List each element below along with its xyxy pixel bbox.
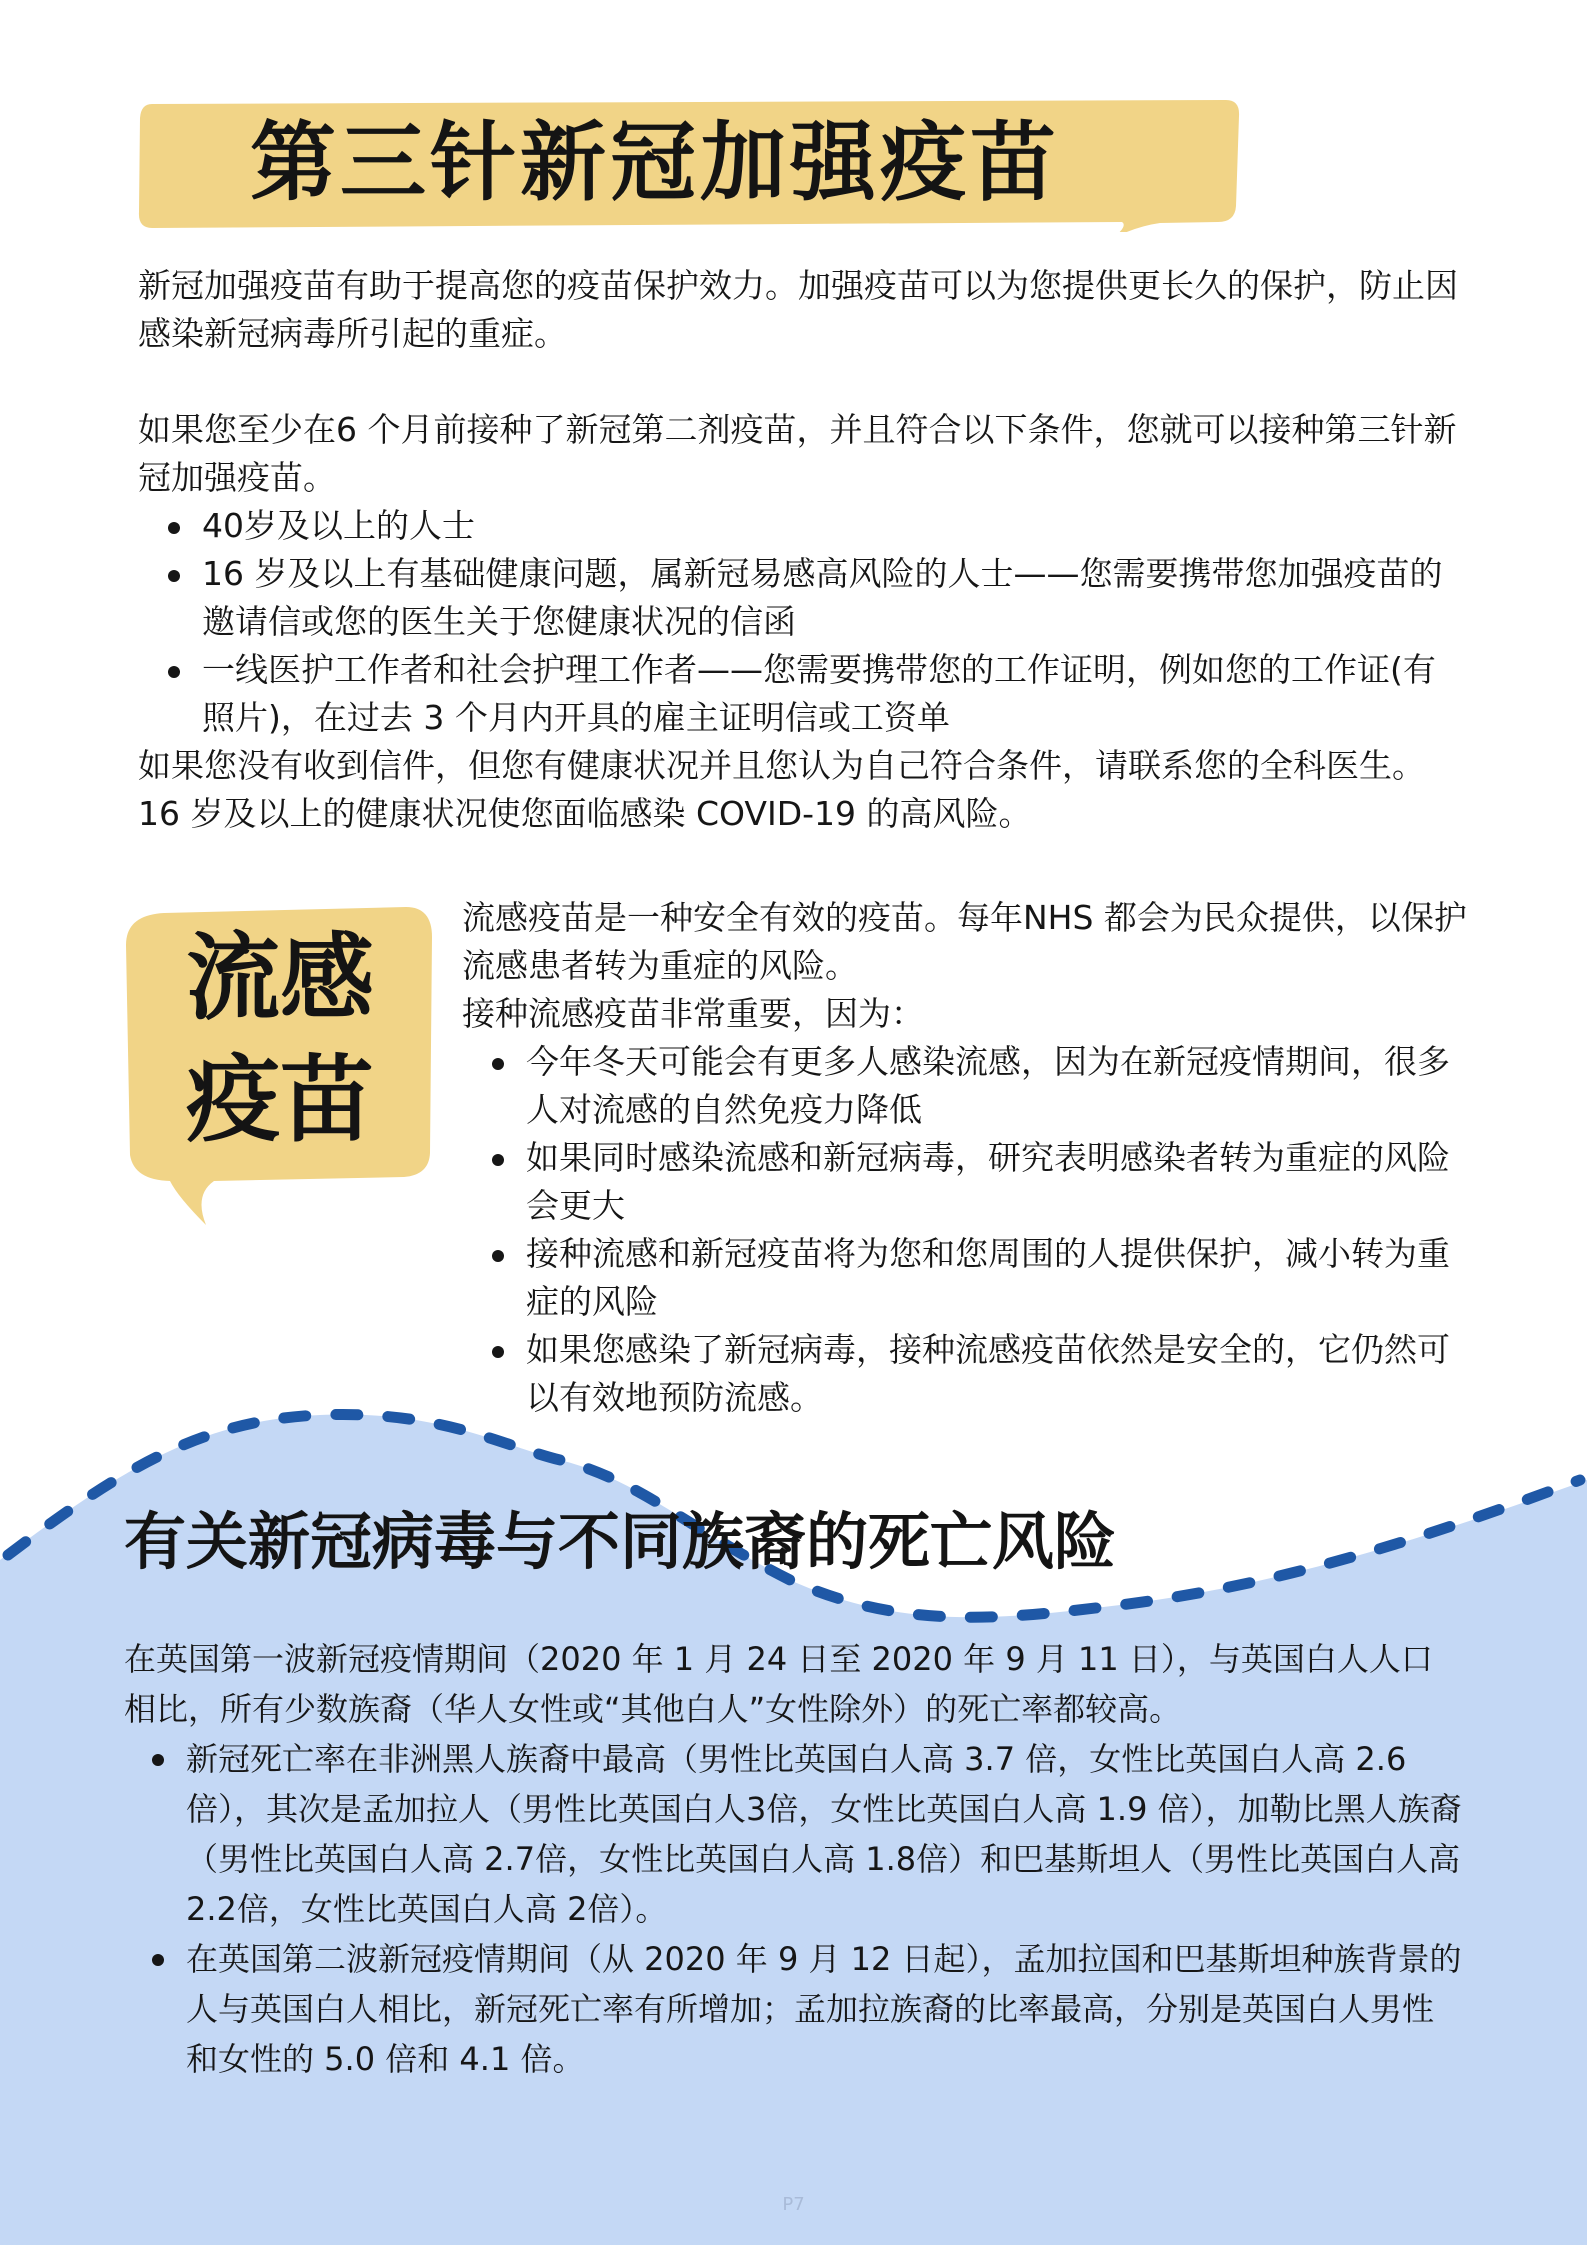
ethnicity-findings-list: [124, 1734, 1464, 2084]
list-item: 接种流感和新冠疫苗将为您和您周围的人提供保护，减小转为重症的风险: [526, 1230, 1472, 1326]
page-number: P7: [782, 2194, 805, 2215]
list-item: 16 岁及以上有基础健康问题，属新冠易感高风险的人士——您需要携带您加强疫苗的邀请信或您的医生关于您健康状况的信函: [202, 550, 1458, 646]
flu-title: [150, 918, 410, 1162]
flu-section: [462, 894, 1472, 1422]
flu-reasons-list: [462, 1038, 1472, 1422]
list-item: 40岁及以上的人士: [202, 502, 1458, 550]
ethnicity-title: 有关新冠病毒与不同族裔的死亡风险: [124, 1505, 1117, 1578]
list-item: 如果同时感染流感和新冠病毒，研究表明感染者转为重症的风险会更大: [526, 1134, 1472, 1230]
list-item: 在英国第二波新冠疫情期间（从 2020 年 9 月 12 日起），孟加拉国和巴基斯坦种族背景的人与英国白人相比，新冠死亡率有所增加；孟加拉族裔的比率最高，分别是英国白人男性和女性的 5.0 倍和 4.1 倍。: [186, 1934, 1464, 2084]
list-item: 如果您感染了新冠病毒，接种流感疫苗依然是安全的，它仍然可以有效地预防流感。: [526, 1326, 1472, 1422]
ethnicity-section: [124, 1634, 1464, 2084]
list-item: 一线医护工作者和社会护理工作者——您需要携带您的工作证明，例如您的工作证(有照片)，在过去 3 个月内开具的雇主证明信或工资单: [202, 646, 1458, 742]
booster-eligibility: 如果您至少在6 个月前接种了新冠第二剂疫苗，并且符合以下条件，您就可以接种第三针新冠加强疫苗。: [138, 410, 1457, 497]
list-item: 今年冬天可能会有更多人感染流感，因为在新冠疫情期间，很多人对流感的自然免疫力降低: [526, 1038, 1472, 1134]
booster-title: 第三针新冠加强疫苗: [250, 113, 1060, 213]
ethnicity-intro: 在英国第一波新冠疫情期间（2020 年 1 月 24 日至 2020 年 9 月 11 日），与英国白人人口相比，所有少数族裔（华人女性或“其他白人”女性除外）的死亡率都较高。: [124, 1640, 1433, 1728]
booster-no-letter-note: 如果您没有收到信件，但您有健康状况并且您认为自己符合条件，请联系您的全科医生。: [138, 746, 1425, 785]
booster-intro: 新冠加强疫苗有助于提高您的疫苗保护效力。加强疫苗可以为您提供更长久的保护，防止因感染新冠病毒所引起的重症。: [138, 266, 1458, 353]
booster-eligibility-list: [138, 502, 1458, 742]
list-item: 新冠死亡率在非洲黑人族裔中最高（男性比英国白人高 3.7 倍，女性比英国白人高 2.6 倍），其次是孟加拉人（男性比英国白人3倍，女性比英国白人高 1.9 倍），加勒比黑人族裔（男性比英国白人高 2.7倍，女性比英国白人高 1.8倍）和巴基斯坦人（男性比英国白人高2.2倍，女性比英国白人高 2倍）。: [186, 1734, 1464, 1934]
flu-title-line-2: 疫苗: [185, 1046, 374, 1155]
flu-title-line-1: 流感: [185, 924, 374, 1033]
flu-why: 接种流感疫苗非常重要，因为：: [462, 994, 924, 1033]
flu-intro: 流感疫苗是一种安全有效的疫苗。每年NHS 都会为民众提供，以保护流感患者转为重症的风险。: [462, 898, 1467, 985]
booster-section: [138, 262, 1458, 838]
booster-risk-note: 16 岁及以上的健康状况使您面临感染 COVID-19 的高风险。: [138, 794, 1032, 833]
